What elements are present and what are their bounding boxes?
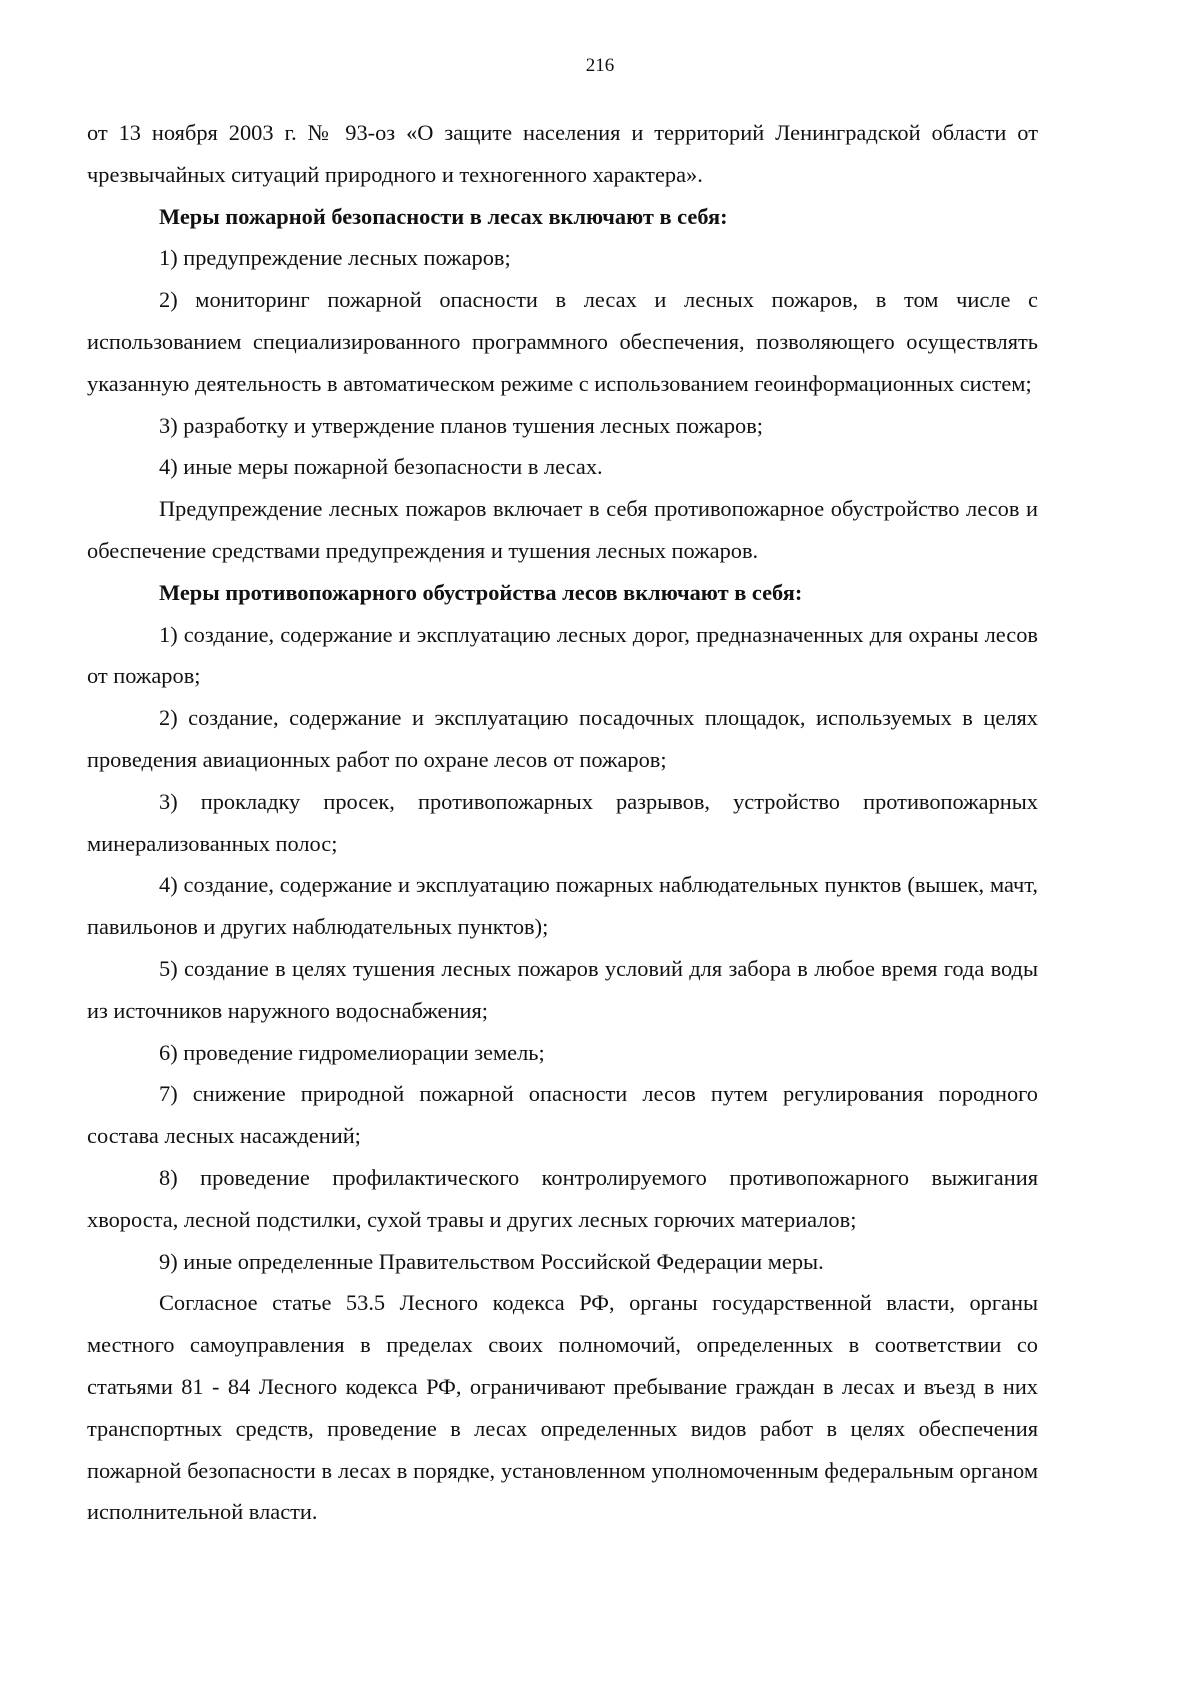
list-item: 1) предупреждение лесных пожаров;: [159, 245, 511, 271]
paragraph-article-53-5: Согласное статье 53.5 Лесного кодекса РФ, органы государственной власти, органы местного самоуправления в пределах своих полномочий, определенных в соответствии со статьями 81 - 84 Лесного кодекса РФ, ограничивают пребывание граждан в лесах и въезд в них транспортных средств, проведение в лесах определенных видов работ в целях обеспечения пожарной безопасности в лесах в порядке, установленном уполномоченным федеральным органом исполнительной власти.: [87, 1290, 1038, 1525]
page-number: 216: [585, 55, 615, 76]
list-item: 3) разработку и утверждение планов тушения лесных пожаров;: [159, 412, 764, 438]
paragraph-fire-prevention: Предупреждение лесных пожаров включает в себя противопожарное обустройство лесов и обеспечение средствами предупреждения и тушения лесных пожаров.: [87, 496, 1038, 563]
list-item: 2) создание, содержание и эксплуатацию посадочных площадок, используемых в целях проведения авиационных работ по охране лесов от пожаров;: [87, 705, 1038, 772]
list-item: 1) создание, содержание и эксплуатацию лесных дорог, предназначенных для охраны лесов от пожаров;: [87, 621, 1038, 689]
paragraph-law-reference: от 13 ноября 2003 г. № 93-оз «О защите населения и территорий Ленинградской области от чрезвычайных ситуаций природного и техногенного характера».: [87, 120, 1038, 187]
list-item: 2) мониторинг пожарной опасности в лесах и лесных пожаров, в том числе с использованием специализированного программного обеспечения, позволяющего осуществлять указанную деятельность в автоматическом режиме с использованием геоинформационных систем;: [87, 287, 1038, 396]
list-item: 7) снижение природной пожарной опасности лесов путем регулирования породного состава лесных насаждений;: [87, 1081, 1038, 1149]
list-item: 4) иные меры пожарной безопасности в лесах.: [159, 454, 603, 480]
list-item: 6) проведение гидромелиорации земель;: [159, 1039, 545, 1065]
list-item: 4) создание, содержание и эксплуатацию пожарных наблюдательных пунктов (вышек, мачт, павильонов и других наблюдательных пунктов);: [87, 872, 1038, 940]
list-item: 8) проведение профилактического контролируемого противопожарного выжигания хвороста, лесной подстилки, сухой травы и других лесных горючих материалов;: [87, 1164, 1038, 1232]
heading-fire-arrangement-measures: Меры противопожарного обустройства лесов включают в себя:: [159, 579, 803, 605]
list-item: 3) прокладку просек, противопожарных разрывов, устройство противопожарных минерализованных полос;: [87, 788, 1038, 856]
document-body: [87, 112, 1038, 1533]
heading-fire-safety-measures: Меры пожарной безопасности в лесах включают в себя:: [159, 203, 728, 229]
list-item: 5) создание в целях тушения лесных пожаров условий для забора в любое время года воды из источников наружного водоснабжения;: [87, 955, 1038, 1023]
list-item: 9) иные определенные Правительством Российской Федерации меры.: [159, 1248, 824, 1274]
